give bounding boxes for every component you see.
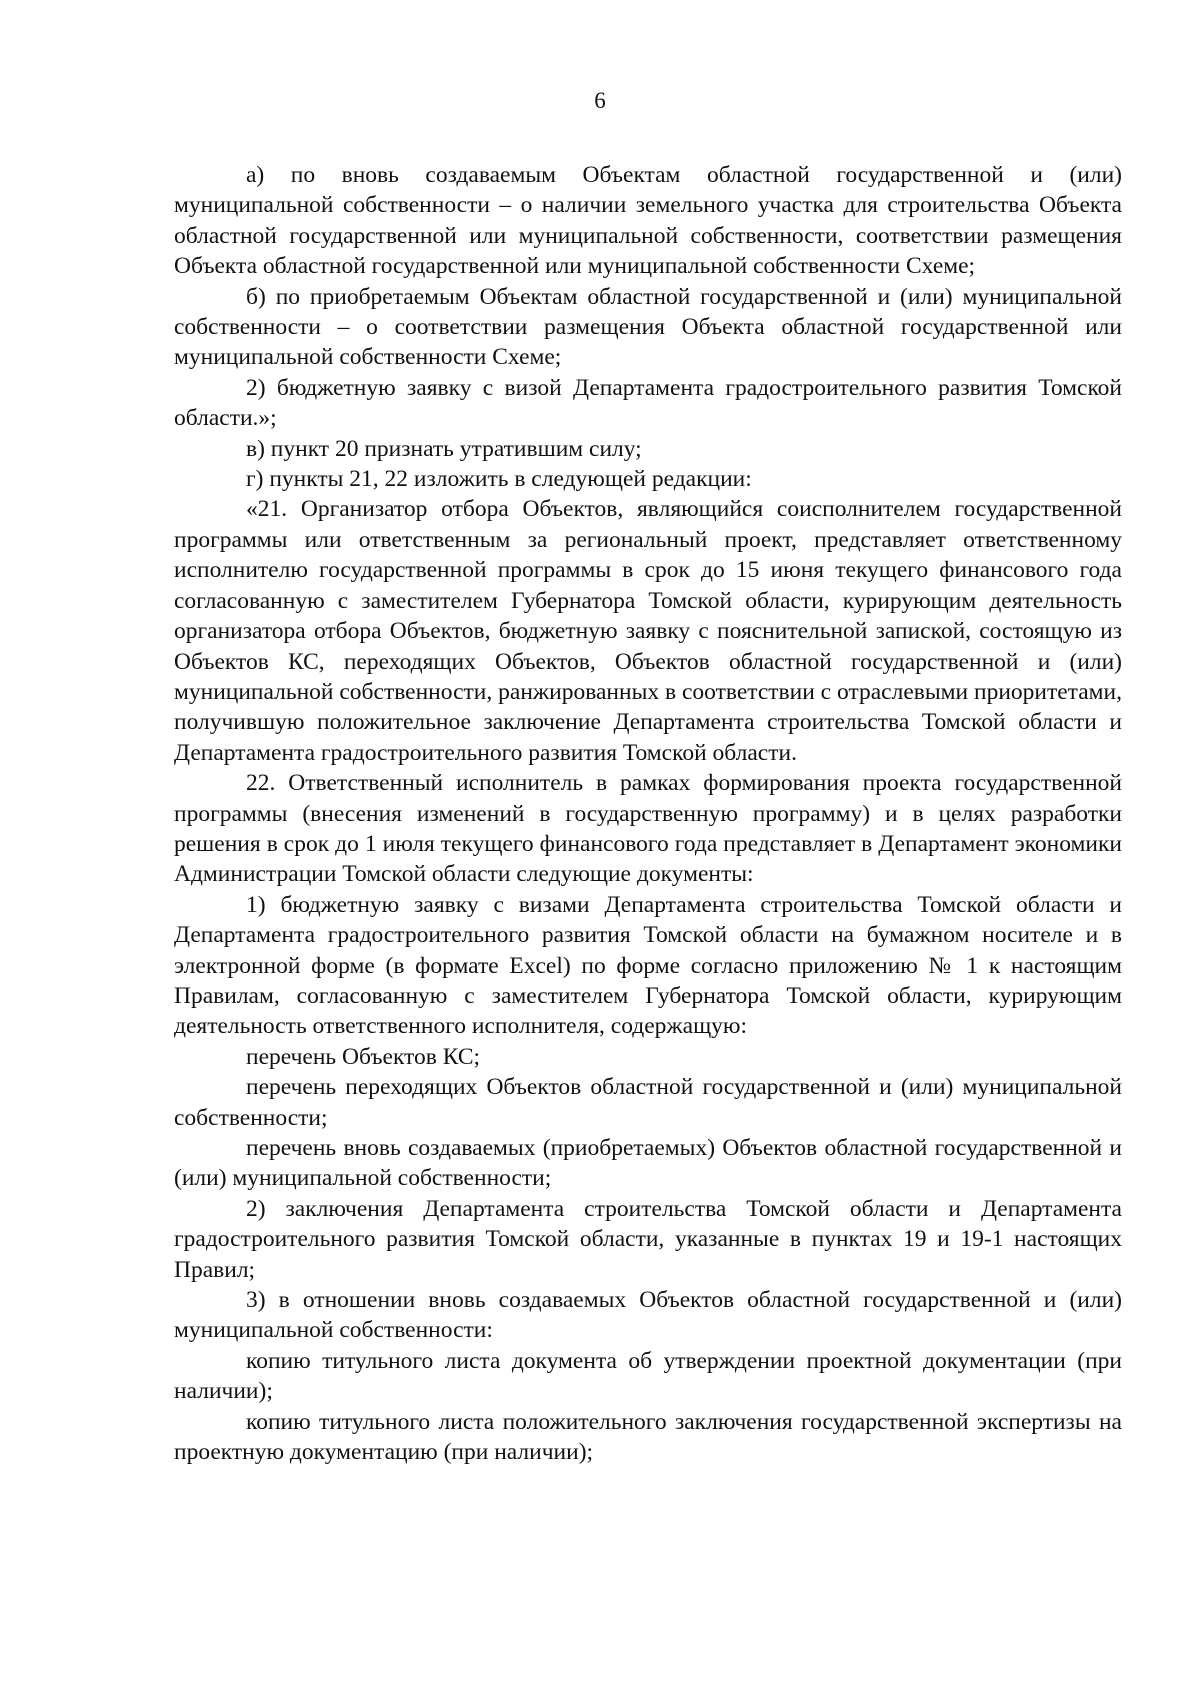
document-body	[174, 160, 1122, 1467]
paragraph-v-item-20: в) пункт 20 признать утратившим силу;	[246, 435, 642, 462]
paragraph-expertise-copy: копию титульного листа положительного заключения государственной экспертизы на проектную документацию (при наличии);	[174, 1408, 1122, 1466]
paragraph-g-items-21-22: г) пункты 21, 22 изложить в следующей редакции:	[246, 466, 752, 493]
paragraph-subitem-1: 1) бюджетную заявку с визами Департамента строительства Томской области и Департамента градостроительного развития Томской области на бумажном носителе и в электронной форме (в формате Excel) по форме согласно приложению № 1 к настоящим Правилам, согласованную с заместителем Губернатора Томской области, курирующим деятельность ответственного исполнителя, содержащую:	[174, 891, 1122, 1040]
paragraph-a: а) по вновь создаваемым Объектам областной государственной и (или) муниципальной собственности – о наличии земельного участка для строительства Объекта областной государственной или муниципальной собственности, соответствии размещения Объекта областной государственной или муниципальной собственности Схеме;	[174, 162, 1122, 280]
paragraph-subitem-3: 3) в отношении вновь создаваемых Объектов областной государственной и (или) муниципальной собственности:	[174, 1287, 1122, 1344]
paragraph-item-21: «21. Организатор отбора Объектов, являющийся соисполнителем государственной программы или ответственным за региональный проект, представляет ответственному исполнителю государственной программы в срок до 15 июня текущего финансового года согласованную с заместителем Губернатора Томской области, курирующим деятельность организатора отбора Объектов, бюджетную заявку с пояснительной запиской, состоящую из Объектов КС, переходящих Объектов, Объектов областной государственной и (или) муниципальной собственности, ранжированных в соответствии с отраслевыми приоритетами, получившую положительное заключение Департамента строительства Томской области и Департамента градостроительного развития Томской области.	[174, 496, 1122, 766]
paragraph-list-ks-objects: перечень Объектов КС;	[246, 1043, 481, 1070]
paragraph-list-new-objects: перечень вновь создаваемых (приобретаемых) Объектов областной государственной и (или) муниципальной собственности;	[174, 1135, 1122, 1192]
paragraph-b: б) по приобретаемым Объектам областной государственной и (или) муниципальной собственности – о соответствии размещения Объекта областной государственной или муниципальной собственности Схеме;	[174, 283, 1122, 371]
page-number: 6	[594, 88, 606, 113]
paragraph-budget-request-visa: 2) бюджетную заявку с визой Департамента градостроительного развития Томской области.»;	[174, 374, 1122, 432]
paragraph-subitem-2: 2) заключения Департамента строительства Томской области и Департамента градостроительного развития Томской области, указанные в пунктах 19 и 19-1 настоящих Правил;	[174, 1195, 1122, 1283]
paragraph-item-22: 22. Ответственный исполнитель в рамках формирования проекта государственной программы (внесения изменений в государственную программу) и в целях разработки решения в срок до 1 июля текущего финансового года представляет в Департамент экономики Администрации Томской области следующие документы:	[174, 770, 1122, 888]
paragraph-list-carryover-objects: перечень переходящих Объектов областной государственной и (или) муниципальной собственности;	[174, 1074, 1122, 1131]
paragraph-title-page-copy: копию титульного листа документа об утверждении проектной документации (при наличии);	[174, 1347, 1122, 1405]
